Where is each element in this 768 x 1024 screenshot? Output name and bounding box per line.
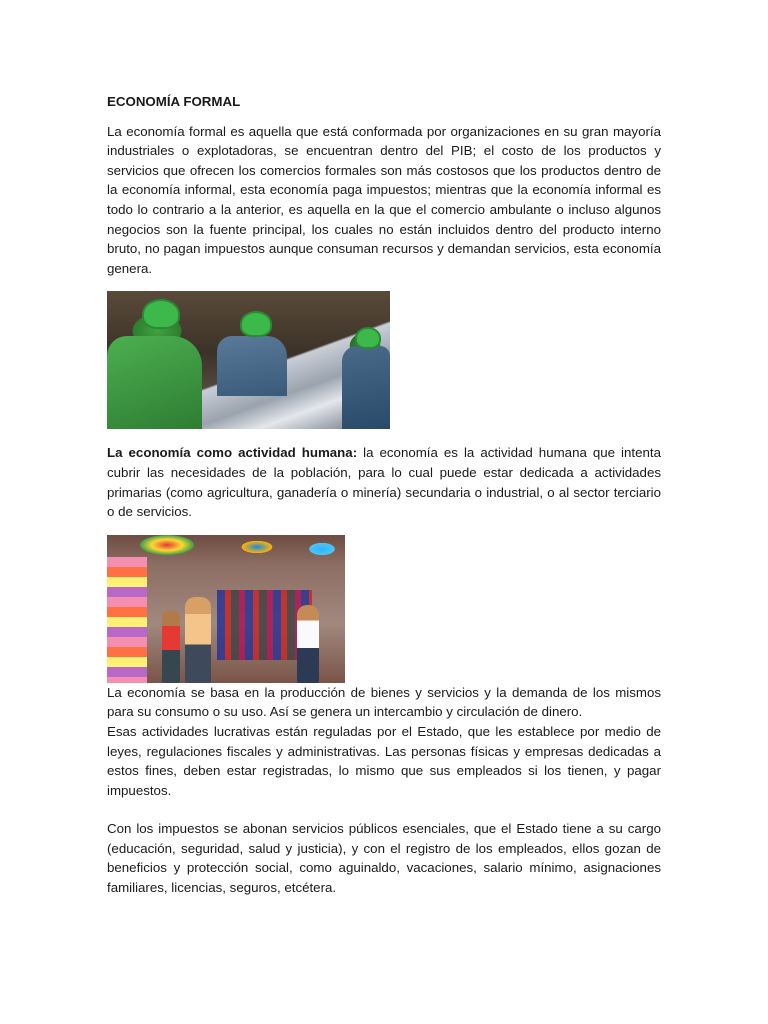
paragraph-human-activity	[107, 443, 661, 521]
paragraph-production: La economía se basa en la producción de bienes y servicios y la demanda de los mismos para su consumo o su uso. Así se genera un intercambio y circulación de dinero.	[107, 684, 661, 720]
paragraph-regulation: Esas actividades lucrativas están reguladas por el Estado, que les establece por medio de leyes, regulaciones fiscales y administrativas. Las personas físicas y empresas dedicadas a estos fines, deben estar registradas, lo mismo que sus empleados si los tienen, y pagar impuestos.	[107, 723, 661, 798]
hard-hat	[355, 327, 381, 349]
document-title: ECONOMÍA FORMAL	[107, 94, 241, 109]
paragraph-formal-economy: La economía formal es aquella que está conformada por organizaciones en su gran mayoría industriales o explotadoras, se encuentran dentro del PIB; el costo de los productos y servicios que ofrecen los comercios formales son más costosos que los productos dentro de la economía informal, esta economía paga impuestos; mientras que la economía informal es todo lo contrario a la anterior, es aquella en la que el comercio ambulante o incluso algunos negocios son la fuente principal, los cuales no están incluidos dentro del producto interno bruto, no pagan impuestos aunque consuman recursos y demandan servicios, esta economía genera.	[107, 123, 661, 276]
market-photo	[107, 535, 345, 683]
market-person	[185, 597, 211, 683]
workers-photo	[107, 291, 390, 429]
worker-figure	[217, 336, 287, 396]
worker-figure	[342, 346, 390, 429]
market-person	[297, 605, 319, 683]
paragraph-taxes: Con los impuestos se abonan servicios públicos esenciales, que el Estado tiene a su cargo (educación, seguridad, salud y justicia), y con el registro de los empleados, ellos gozan de beneficios y protección social, como aguinaldo, vacaciones, salario mínimo, asignaciones familiares, licencias, seguros, etcétera.	[107, 821, 661, 896]
document-body	[107, 92, 661, 898]
market-stall	[107, 557, 147, 683]
hard-hat	[240, 311, 272, 337]
worker-figure	[107, 336, 202, 429]
paragraph-lead: La economía como actividad humana:	[107, 445, 358, 461]
market-person	[162, 610, 180, 683]
hard-hat	[142, 299, 180, 329]
paragraph-body: la economía es la actividad humana que intenta cubrir las necesidades de la población, para lo cual puede estar dedicada a actividades primarias (como agricultura, ganadería o minería) secundaria o industrial, o al sector terciario o de servicios.	[107, 445, 661, 520]
